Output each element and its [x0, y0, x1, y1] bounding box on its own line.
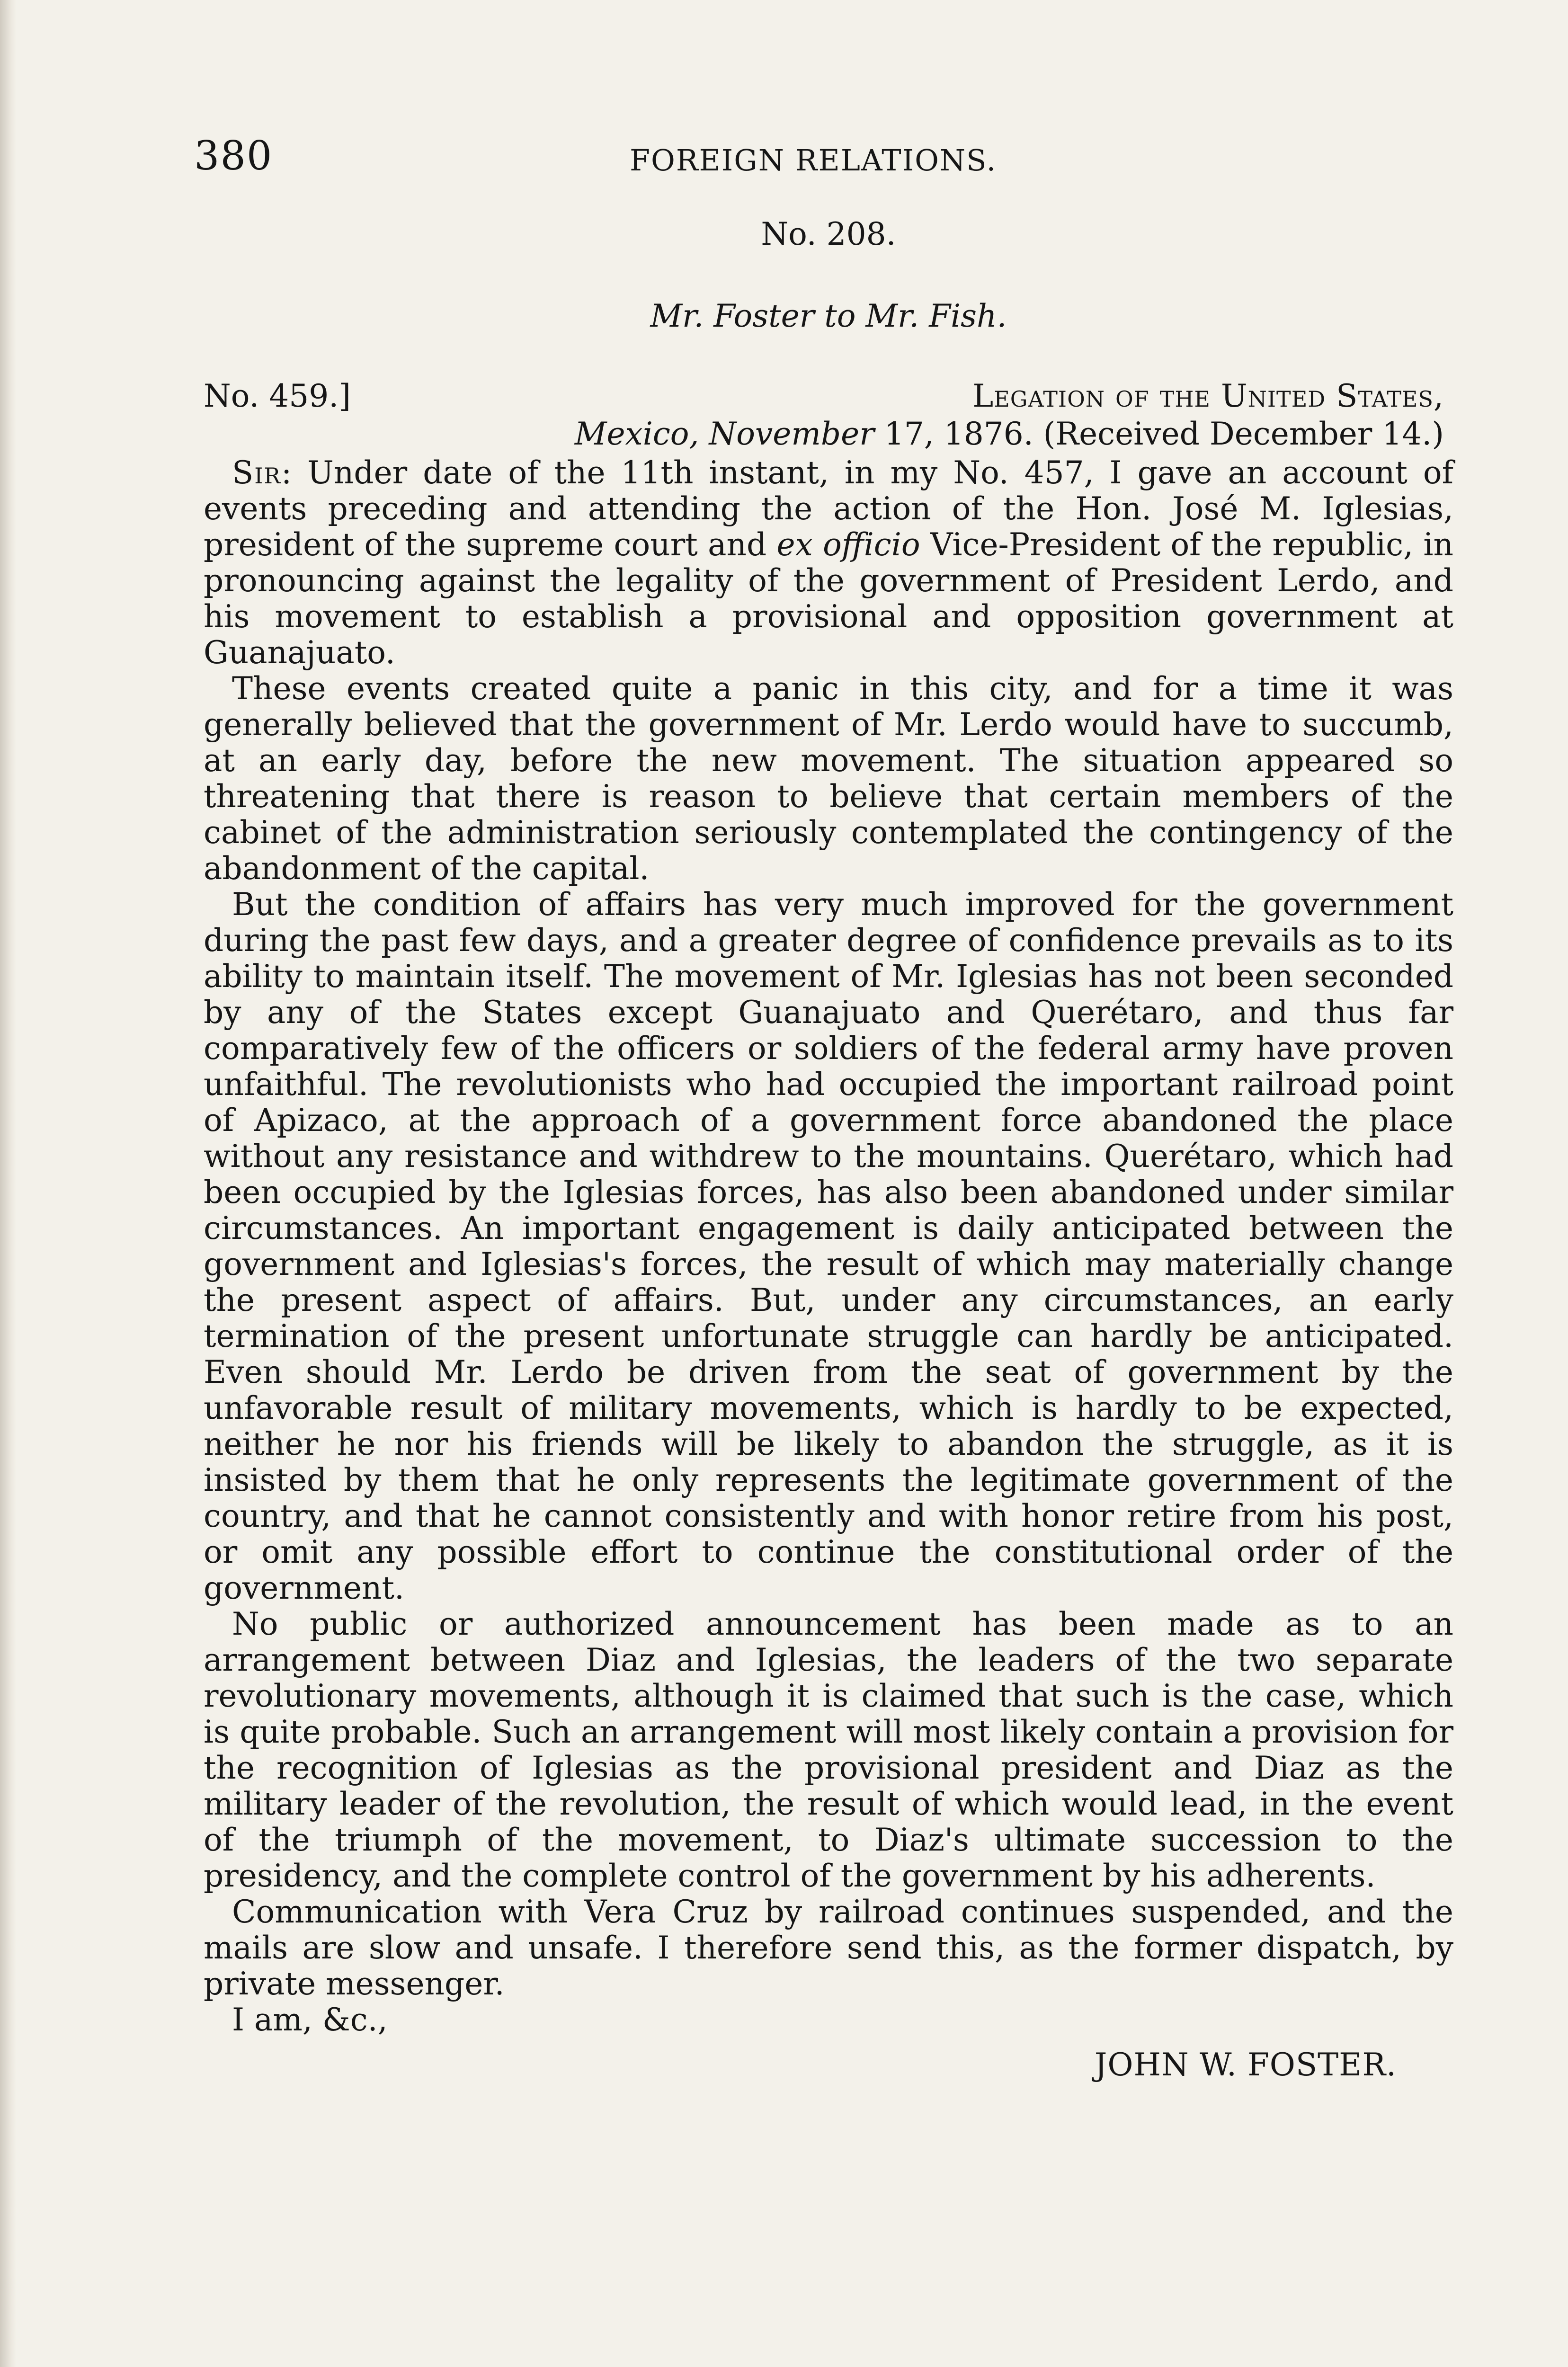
document-page	[194, 123, 1454, 2083]
paragraph-2: These events created quite a panic in this city, and for a time it was generally believed that the government of Mr. Lerdo would have to succumb, at an early day, before the new movement. The situation appeared so threatening that there is reason to believe that certain members of the cabinet of the administration seriously contemplated the contingency of the abandonment of the capital.	[204, 670, 1453, 887]
paragraph-3: But the condition of affairs has very much improved for the government during the past few days, and a greater degree of confidence prevails as to its ability to maintain itself. The movement of Mr. Iglesias has not been seconded by any of the States except Guanajuato and Querétaro, and thus far comparatively few of the officers or soldiers of the federal army have proven unfaithful. The revolutionists who had occupied the important railroad point of Apizaco, at the approach of a government force abandoned the place without any resistance and withdrew to the mountains. Querétaro, which had been occupied by the Iglesias forces, has also been abandoned under similar circumstances. An important engagement is daily anticipated between the government and Iglesias's forces, the result of which may materially change the present aspect of affairs. But, under any circumstances, an early termination of the present unfortunate struggle can hardly be anticipated. Even should Mr. Lerdo be driven from the seat of government by the unfavorable result of military movements, which is hardly to be expected, neither he nor his friends will be likely to abandon the struggle, as it is insisted by them that he only represents the legitimate government of the country, and that he cannot consistently and with honor retire from his post, or omit any possible effort to continue the constitutional order of the government.	[204, 886, 1453, 1606]
document-title: Mr. Foster to Mr. Fish.	[650, 298, 1007, 334]
dateline-date: 17, 1876.	[884, 416, 1033, 452]
closing: I am, &c.,	[232, 2002, 388, 2038]
received-note: (Received December 14.)	[1043, 416, 1444, 452]
signature: JOHN W. FOSTER.	[1094, 2047, 1397, 2083]
paragraph-1	[204, 455, 1453, 671]
dispatch-header	[204, 378, 1453, 412]
paragraph-4: No public or authorized announcement has been made as to an arrangement between Diaz and Iglesias, the leaders of the two separate revolutionary movements, although it is claimed that such is the case, which is quite probable. Such an arrangement will most likely contain a provision for the recognition of Iglesias as the provisional president and Diaz as the military leader of the revolution, the result of which would lead, in the event of the triumph of the movement, to Diaz's ultimate succession to the presidency, and the complete control of the government by his adherents.	[204, 1606, 1453, 1894]
page-number: 380	[194, 133, 273, 179]
paragraph-5: Communication with Vera Cruz by railroad continues suspended, and the mails are slow and unsafe. I therefore send this, as the former dispatch, by private messenger.	[204, 1894, 1453, 2002]
page-header	[194, 123, 1453, 194]
salutation: Sir	[232, 454, 282, 491]
page-edge-shadow	[0, 0, 16, 2367]
document-number: No. 208.	[761, 216, 896, 252]
running-head: FOREIGN RELATIONS.	[630, 143, 997, 178]
letter-body	[204, 455, 1453, 2002]
paragraph-1-part1: : Under date of the 11th instant, in my No. 457, I gave an account of events preceding and attending the action of the Hon. José M. Iglesias, president of the supreme court and	[204, 454, 1453, 563]
dateline	[204, 416, 1453, 452]
paragraph-1-italic: ex officio	[776, 526, 920, 563]
sender-legation: Legation of the United States,	[972, 378, 1444, 414]
dispatch-number: No. 459.]	[204, 378, 351, 414]
dateline-month: November	[709, 416, 874, 452]
dateline-place: Mexico,	[574, 416, 699, 452]
paragraph-1-part2: Vice-President of the republic, in pronouncing against the legality of the government of President Lerdo, and his movement to establish a provisional and opposition government at Guanajuato.	[204, 526, 1454, 671]
